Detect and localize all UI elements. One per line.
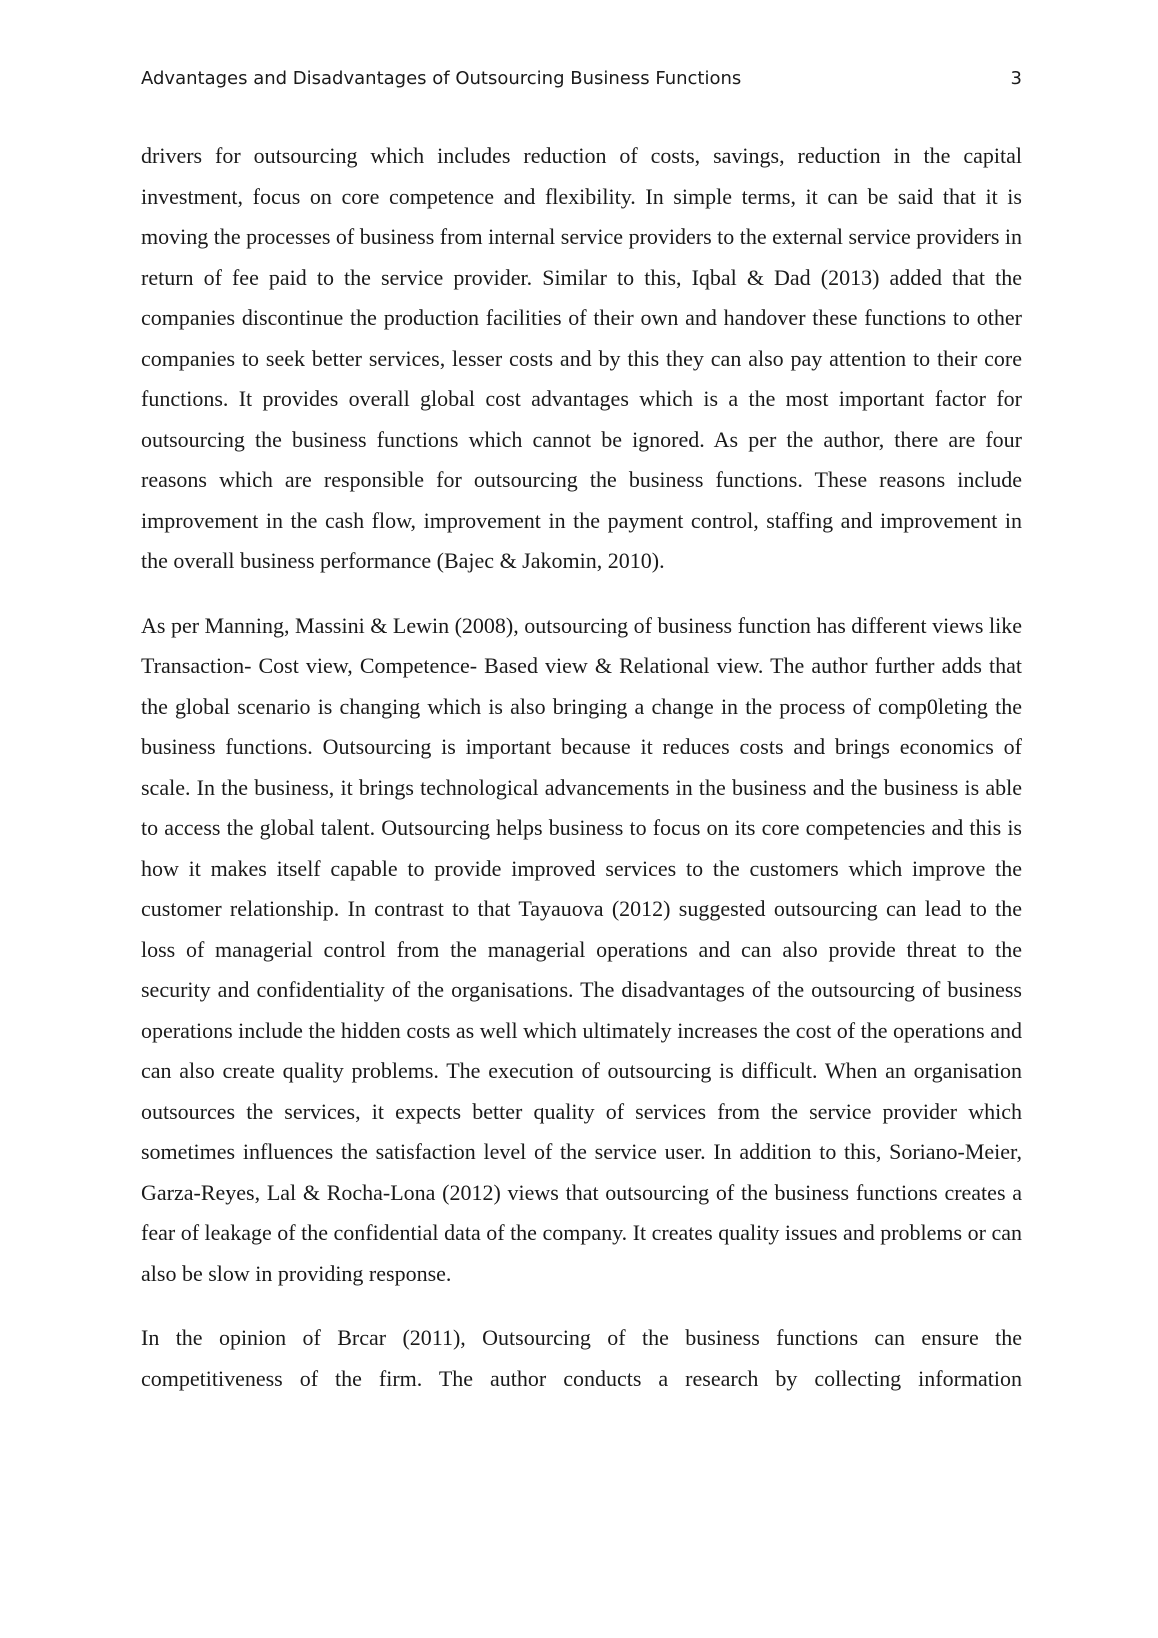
body-text <box>141 136 1022 1399</box>
page-number: 3 <box>1010 68 1022 89</box>
header-title: Advantages and Disadvantages of Outsourcing Business Functions <box>141 68 742 89</box>
paragraph: drivers for outsourcing which includes reduction of costs, savings, reduction in the capital investment, focus on core competence and flexibility. In simple terms, it can be said that it is moving the processes of business from internal service providers to the external service providers in return of fee paid to the service provider. Similar to this, Iqbal & Dad (2013) added that the companies discontinue the production facilities of their own and handover these functions to other companies to seek better services, lesser costs and by this they can also pay attention to their core functions. It provides overall global cost advantages which is a the most important factor for outsourcing the business functions which cannot be ignored. As per the author, there are four reasons which are responsible for outsourcing the business functions. These reasons include improvement in the cash flow, improvement in the payment control, staffing and improvement in the overall business performance (Bajec & Jakomin, 2010). <box>141 143 1022 573</box>
paragraph: In the opinion of Brcar (2011), Outsourcing of the business functions can ensure the competitiveness of the firm. The author conducts a research by collecting information <box>141 1325 1022 1391</box>
paragraph: As per Manning, Massini & Lewin (2008), outsourcing of business function has different views like Transaction- Cost view, Competence- Based view & Relational view. The author further adds that the global scenario is changing which is also bringing a change in the process of comp0leting the business functions. Outsourcing is important because it reduces costs and brings economics of scale. In the business, it brings technological advancements in the business and the business is able to access the global talent. Outsourcing helps business to focus on its core competencies and this is how it makes itself capable to provide improved services to the customers which improve the customer relationship. In contrast to that Tayauova (2012) suggested outsourcing can lead to the loss of managerial control from the managerial operations and can also provide threat to the security and confidentiality of the organisations. The disadvantages of the outsourcing of business operations include the hidden costs as well which ultimately increases the cost of the operations and can also create quality problems. The execution of outsourcing is difficult. When an organisation outsources the services, it expects better quality of services from the service provider which sometimes influences the satisfaction level of the service user. In addition to this, Soriano-Meier, Garza-Reyes, Lal & Rocha-Lona (2012) views that outsourcing of the business functions creates a fear of leakage of the confidential data of the company. It creates quality issues and problems or can also be slow in providing response. <box>141 612 1022 1286</box>
running-header <box>141 68 1022 98</box>
